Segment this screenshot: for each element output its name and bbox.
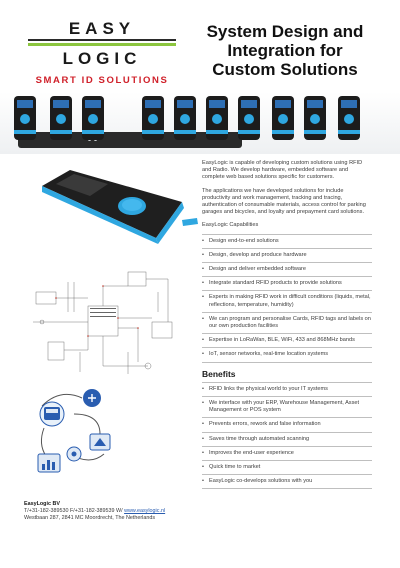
handheld-device — [50, 96, 72, 140]
footer-contact — [24, 501, 284, 521]
intro-paragraph-2: The applications we have developed solutions for include productivity and work management, tracking and tracing, authentication of consumable materials, access control for parking garages and bicycles, and loyalty and prepayment card solutions. — [202, 187, 366, 216]
phone-fax: T/+31-182-389530 F/+31-182-389539 W/ — [24, 507, 125, 514]
handheld-device — [14, 96, 36, 140]
company-name: EasyLogic BV — [24, 501, 60, 507]
logo-rule — [28, 39, 176, 41]
handheld-device — [272, 96, 294, 140]
device-row-image — [0, 92, 400, 154]
logo-line-1: EASY — [68, 19, 136, 38]
handheld-device — [142, 96, 164, 140]
list-item: • Experts in making RFID work in difficult conditions (liquids, metal, reflections, temperature, humidity) — [202, 291, 372, 312]
page-title: System Design and Integration for Custom Solutions — [206, 22, 364, 79]
list-item: • Improves the end-user experience — [202, 447, 372, 461]
contact-line — [24, 508, 284, 515]
handheld-device — [238, 96, 260, 140]
benefits-list — [202, 382, 372, 490]
list-item: • Quick time to market — [202, 461, 372, 475]
content-column — [202, 160, 372, 489]
logo-tagline: SMART ID SOLUTIONS — [35, 75, 169, 86]
address: Westbaan 287, 2841 MC Moordrecht, The Netherlands — [24, 514, 156, 521]
handheld-device — [338, 96, 360, 140]
handheld-device — [206, 96, 228, 140]
rfid-reader-image — [32, 158, 202, 248]
intro-paragraph-1: EasyLogic is capable of developing custom solutions using RFID and Radio. We develop hardware, embedded software and complete web based solutions specific for customers. — [202, 160, 363, 181]
logo-green-rule — [28, 43, 176, 46]
handheld-device — [174, 96, 196, 140]
list-item: • Design, develop and produce hardware — [202, 249, 372, 263]
list-item: • EasyLogic co-develops solutions with you — [202, 475, 372, 489]
list-item: • Design end-to-end solutions — [202, 234, 372, 249]
capabilities-list — [202, 234, 372, 363]
website-link[interactable]: www.easylogic.nl — [124, 507, 166, 514]
list-item: • Saves time through automated scanning — [202, 433, 372, 447]
benefits-heading: Benefits — [202, 368, 236, 379]
list-item: • RFID links the physical world to your IT systems — [202, 382, 372, 397]
circuit-schematic-image — [28, 262, 190, 382]
list-item: • Design and deliver embedded software — [202, 263, 372, 277]
company-logo — [28, 20, 176, 86]
handheld-device — [304, 96, 326, 140]
list-item: • We can program and personalise Cards, RFID tags and labels on our own production facilities — [202, 313, 372, 334]
capabilities-heading: EasyLogic Capabilities — [202, 222, 259, 229]
iot-network-diagram — [30, 384, 118, 476]
list-item: • Integrate standard RFID products to provide solutions — [202, 277, 372, 291]
list-item: • Expertise in LoRaWan, BLE, WiFi, 433 and 868MHz bands — [202, 334, 372, 348]
logo-line-2: LOGIC — [62, 49, 142, 68]
list-item: • IoT, sensor networks, real-time location systems — [202, 348, 372, 362]
list-item: • We interface with your ERP, Warehouse Management, Asset Management or POS system — [202, 397, 372, 418]
handheld-device — [82, 96, 104, 140]
list-item: • Prevents errors, rework and false information — [202, 418, 372, 432]
